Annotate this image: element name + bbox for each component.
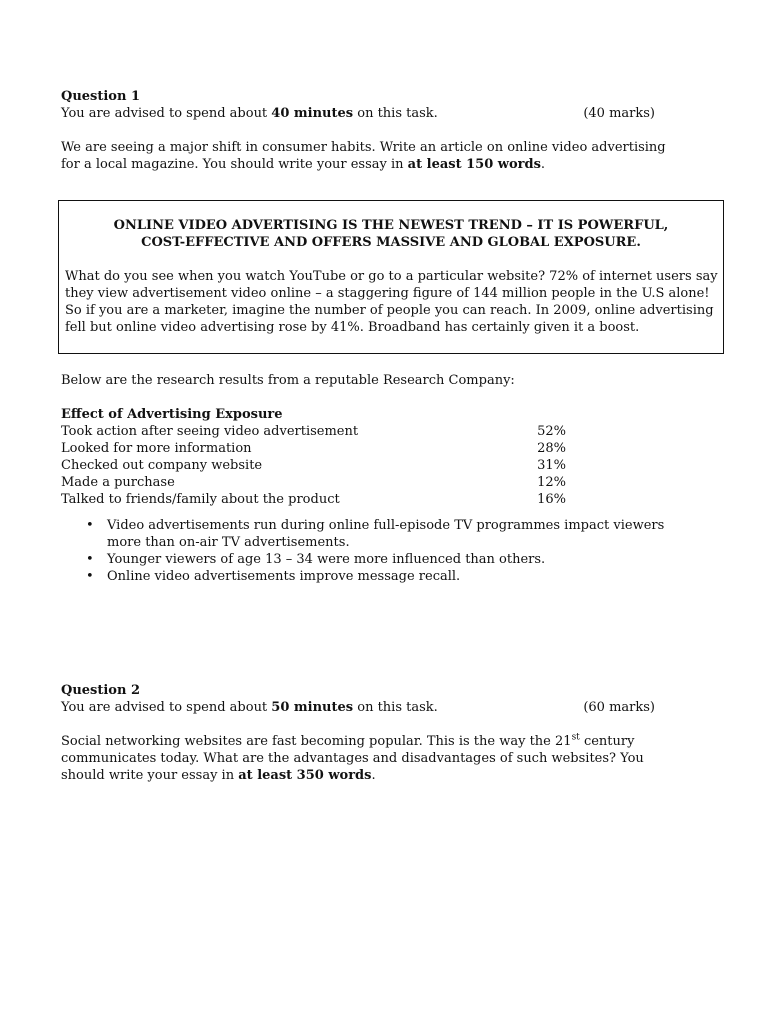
article-box-body-line: What do you see when you watch YouTube or go to a particular website? 72% of internet users say <box>65 269 718 284</box>
question-1-advice <box>61 105 438 122</box>
list-item <box>86 551 731 568</box>
bullet-icon: • <box>86 569 94 584</box>
prompt-text: should write your essay in <box>61 768 239 783</box>
question-1-prompt-line-2 <box>61 156 731 173</box>
question-1-marks: (40 marks) <box>583 106 655 121</box>
article-box-title-line-1: ONLINE VIDEO ADVERTISING IS THE NEWEST TREND – IT IS POWERFUL, <box>113 218 669 233</box>
advice-text-end: on this task. <box>353 106 438 121</box>
bullet-icon: • <box>86 518 94 533</box>
row-label: Took action after seeing video advertisement <box>61 424 359 439</box>
research-section <box>61 372 731 585</box>
findings-list <box>61 517 731 585</box>
question-2-prompt-line-1 <box>61 733 731 750</box>
question-1-title: Question 1 <box>61 89 141 104</box>
row-label: Looked for more information <box>61 441 252 456</box>
list-item-line: more than on-air TV advertisements. <box>107 535 350 550</box>
article-box-body-line: they view advertisement video online – a staggering figure of 144 million people in the U.S alone! <box>65 286 710 301</box>
question-2-marks: (60 marks) <box>583 700 655 715</box>
article-box-title-line-2: COST-EFFECTIVE AND OFFERS MASSIVE AND GLOBAL EXPOSURE. <box>141 235 641 250</box>
question-1-advice-row <box>61 105 731 122</box>
row-value: 52% <box>537 424 566 439</box>
list-item <box>86 568 731 585</box>
row-value: 12% <box>537 475 566 490</box>
row-value: 28% <box>537 441 566 456</box>
question-2-section <box>61 682 731 784</box>
results-table <box>61 423 731 508</box>
question-1-prompt-line-1: We are seeing a major shift in consumer habits. Write an article on online video advertising <box>61 140 666 155</box>
question-2-advice-row <box>61 699 731 716</box>
advice-text-end: on this task. <box>353 700 438 715</box>
row-label: Made a purchase <box>61 475 175 490</box>
question-2-prompt-line-3 <box>61 767 731 784</box>
prompt-text-end: century <box>579 734 635 749</box>
table-row <box>61 457 731 474</box>
word-count: at least 350 words <box>238 768 372 783</box>
list-item <box>86 517 731 551</box>
advice-text: You are advised to spend about <box>61 106 272 121</box>
advice-text: You are advised to spend about <box>61 700 272 715</box>
advice-time: 40 minutes <box>271 106 354 121</box>
table-row <box>61 474 731 491</box>
table-row <box>61 440 731 457</box>
question-2-prompt-line-2: communicates today. What are the advantages and disadvantages of such websites? You <box>61 751 644 766</box>
prompt-text: for a local magazine. You should write your essay in <box>61 157 408 172</box>
research-table-title: Effect of Advertising Exposure <box>61 407 283 422</box>
table-row <box>61 423 731 440</box>
question-1-section <box>61 88 731 173</box>
superscript: st <box>571 732 580 743</box>
list-item-line: Younger viewers of age 13 – 34 were more influenced than others. <box>107 552 546 567</box>
table-row <box>61 491 731 508</box>
prompt-text-end: . <box>540 157 546 172</box>
prompt-text-end: . <box>371 768 376 783</box>
row-value: 31% <box>537 458 566 473</box>
list-item-line: Video advertisements run during online full-episode TV programmes impact viewers <box>107 518 665 533</box>
bullet-icon: • <box>86 552 94 567</box>
list-item-line: Online video advertisements improve message recall. <box>107 569 461 584</box>
question-2-advice <box>61 699 438 716</box>
row-label: Checked out company website <box>61 458 263 473</box>
row-value: 16% <box>537 492 566 507</box>
question-2-title: Question 2 <box>61 683 141 698</box>
article-box-body-line: So if you are a marketer, imagine the number of people you can reach. In 2009, online advertising <box>65 303 714 318</box>
row-label: Talked to friends/family about the product <box>61 492 340 507</box>
article-box <box>58 200 724 354</box>
word-count: at least 150 words <box>407 157 541 172</box>
research-intro: Below are the research results from a reputable Research Company: <box>61 373 515 388</box>
advice-time: 50 minutes <box>271 700 354 715</box>
prompt-text: Social networking websites are fast becoming popular. This is the way the 21 <box>61 734 572 749</box>
article-box-body-line: fell but online video advertising rose by 41%. Broadband has certainly given it a boost. <box>65 320 640 335</box>
